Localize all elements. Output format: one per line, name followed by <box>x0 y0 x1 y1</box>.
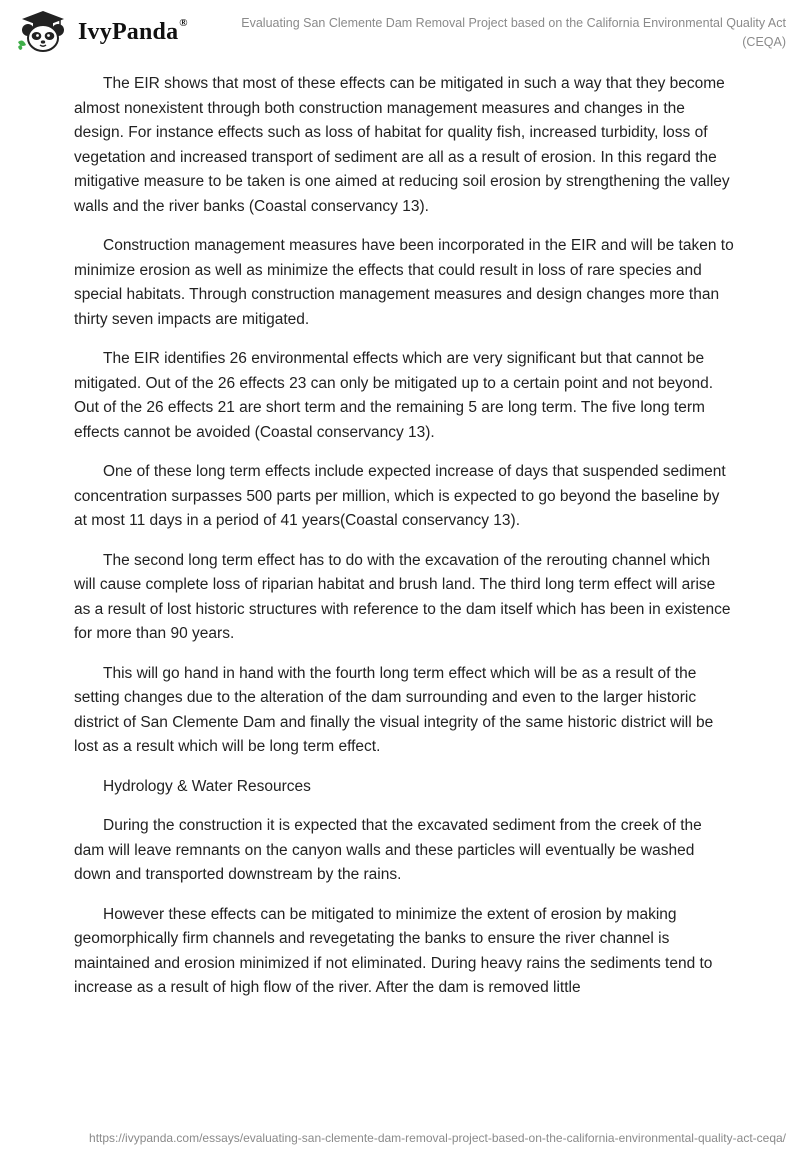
page-header <box>0 0 800 70</box>
paragraph: This will go hand in hand with the fourth long term effect which will be as a result of the setting changes due to the alteration of the dam surrounding and even to the larger historic district of San Clemente Dam and finally the visual integrity of the same historic district will be lost as a result which will be long term effect. <box>74 664 714 755</box>
registered-mark: ® <box>179 16 188 29</box>
brand-logo[interactable] <box>14 8 188 54</box>
paragraph: The EIR identifies 26 environmental effects which are very significant but that cannot be mitigated. Out of the 26 effects 23 can only be mitigated up to a certain point and not beyond. Out of the 26 effects 21 are short term and the remaining 5 are long term. The five long term effects cannot be avoided (Coastal conservancy 13). <box>74 350 714 441</box>
section-heading: Hydrology & Water Resources <box>103 777 311 795</box>
document-title: Evaluating San Clemente Dam Removal Project based on the California Environmental Quality Act (CEQA) <box>241 16 786 49</box>
paragraph: One of these long term effects include expected increase of days that suspended sediment concentration surpasses 500 parts per million, which is expected to go beyond the baseline by at most 11 days in a period of 41 years(Coastal conservancy 13). <box>74 463 726 529</box>
paragraph: Construction management measures have been incorporated in the EIR and will be taken to minimize erosion as well as minimize the effects that could result in loss of rare species and special habitats. Through construction management measures and design changes more than thirty seven impacts are mitigated. <box>74 237 734 328</box>
brand-name: IvyPanda® <box>78 16 188 45</box>
essay-body <box>74 72 734 1016</box>
paragraph: However these effects can be mitigated to minimize the extent of erosion by making geomorphically firm channels and revegetating the banks to ensure the river channel is maintained and erosion minimized if not eliminated. During heavy rains the sediments tend to increase as a result of high flow of the river. After the dam is removed little <box>74 905 713 996</box>
paragraph: During the construction it is expected that the excavated sediment from the creek of the dam will leave remnants on the canyon walls and these particles will eventually be washed down and transported downstream by the rains. <box>74 817 702 883</box>
source-url[interactable]: https://ivypanda.com/essays/evaluating-san-clemente-dam-removal-project-based-on-the-california-environmental-quality-act-ceqa/ <box>89 1131 786 1145</box>
panda-graduate-icon <box>14 8 72 54</box>
paragraph: The EIR shows that most of these effects can be mitigated in such a way that they become almost nonexistent through both construction management measures and changes in the design. For instance effects such as loss of habitat for quality fish, increased turbidity, loss of vegetation and increased transport of sediment are all as a result of erosion. In this regard the mitigative measure to be taken is one aimed at reducing soil erosion by strengthening the valley walls and the river banks (Coastal conservancy 13). <box>74 75 730 215</box>
paragraph: The second long term effect has to do with the excavation of the rerouting channel which will cause complete loss of riparian habitat and brush land. The third long term effect will arise as a result of lost historic structures with reference to the dam itself which has been in existence for more than 90 years. <box>74 551 731 642</box>
